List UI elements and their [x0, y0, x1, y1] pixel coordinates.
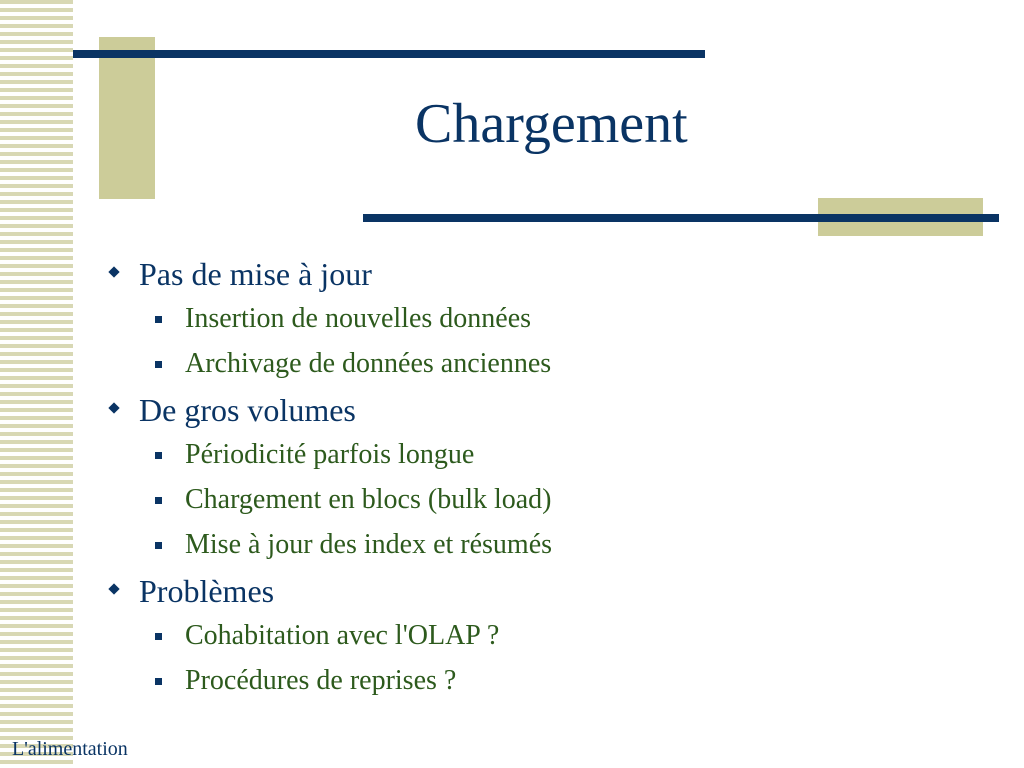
- sub-bullet-label: Mise à jour des index et résumés: [185, 529, 553, 560]
- tan-accent-block-top: [99, 37, 155, 199]
- sub-bullet-label: Cohabitation avec l'OLAP ?: [185, 620, 500, 651]
- sub-bullet-label: Périodicité parfois longue: [185, 439, 475, 470]
- sub-bullet-item: [108, 522, 984, 567]
- diamond-bullet-icon: [108, 583, 119, 594]
- slide-footer: L'alimentation: [12, 738, 128, 760]
- square-bullet-icon: [155, 633, 162, 640]
- sub-bullet-item: [108, 432, 984, 477]
- square-bullet-icon: [155, 678, 162, 685]
- square-bullet-icon: [155, 497, 162, 504]
- bullet-label: De gros volumes: [139, 392, 356, 428]
- square-bullet-icon: [155, 452, 162, 459]
- square-bullet-icon: [155, 361, 162, 368]
- slide-title: Chargement: [415, 93, 688, 155]
- bullet-label: Problèmes: [139, 573, 275, 609]
- bullet-list: [108, 252, 984, 703]
- square-bullet-icon: [155, 542, 162, 549]
- left-stripe-decoration: [0, 0, 73, 768]
- diamond-bullet-icon: [108, 402, 119, 413]
- sub-bullet-label: Insertion de nouvelles données: [185, 303, 532, 334]
- sub-bullet-label: Chargement en blocs (bulk load): [185, 484, 552, 515]
- bullet-label: Pas de mise à jour: [139, 256, 372, 292]
- bullet-item: [108, 252, 984, 296]
- bullet-item: [108, 569, 984, 613]
- sub-bullet-item: [108, 613, 984, 658]
- navy-rule-top: [73, 50, 705, 58]
- square-bullet-icon: [155, 316, 162, 323]
- sub-bullet-label: Procédures de reprises ?: [185, 665, 457, 696]
- sub-bullet-label: Archivage de données anciennes: [185, 348, 552, 379]
- sub-bullet-item: [108, 658, 984, 703]
- sub-bullet-item: [108, 477, 984, 522]
- sub-bullet-item: [108, 296, 984, 341]
- bullet-item: [108, 388, 984, 432]
- diamond-bullet-icon: [108, 266, 119, 277]
- navy-rule-bottom: [363, 214, 999, 222]
- sub-bullet-item: [108, 341, 984, 386]
